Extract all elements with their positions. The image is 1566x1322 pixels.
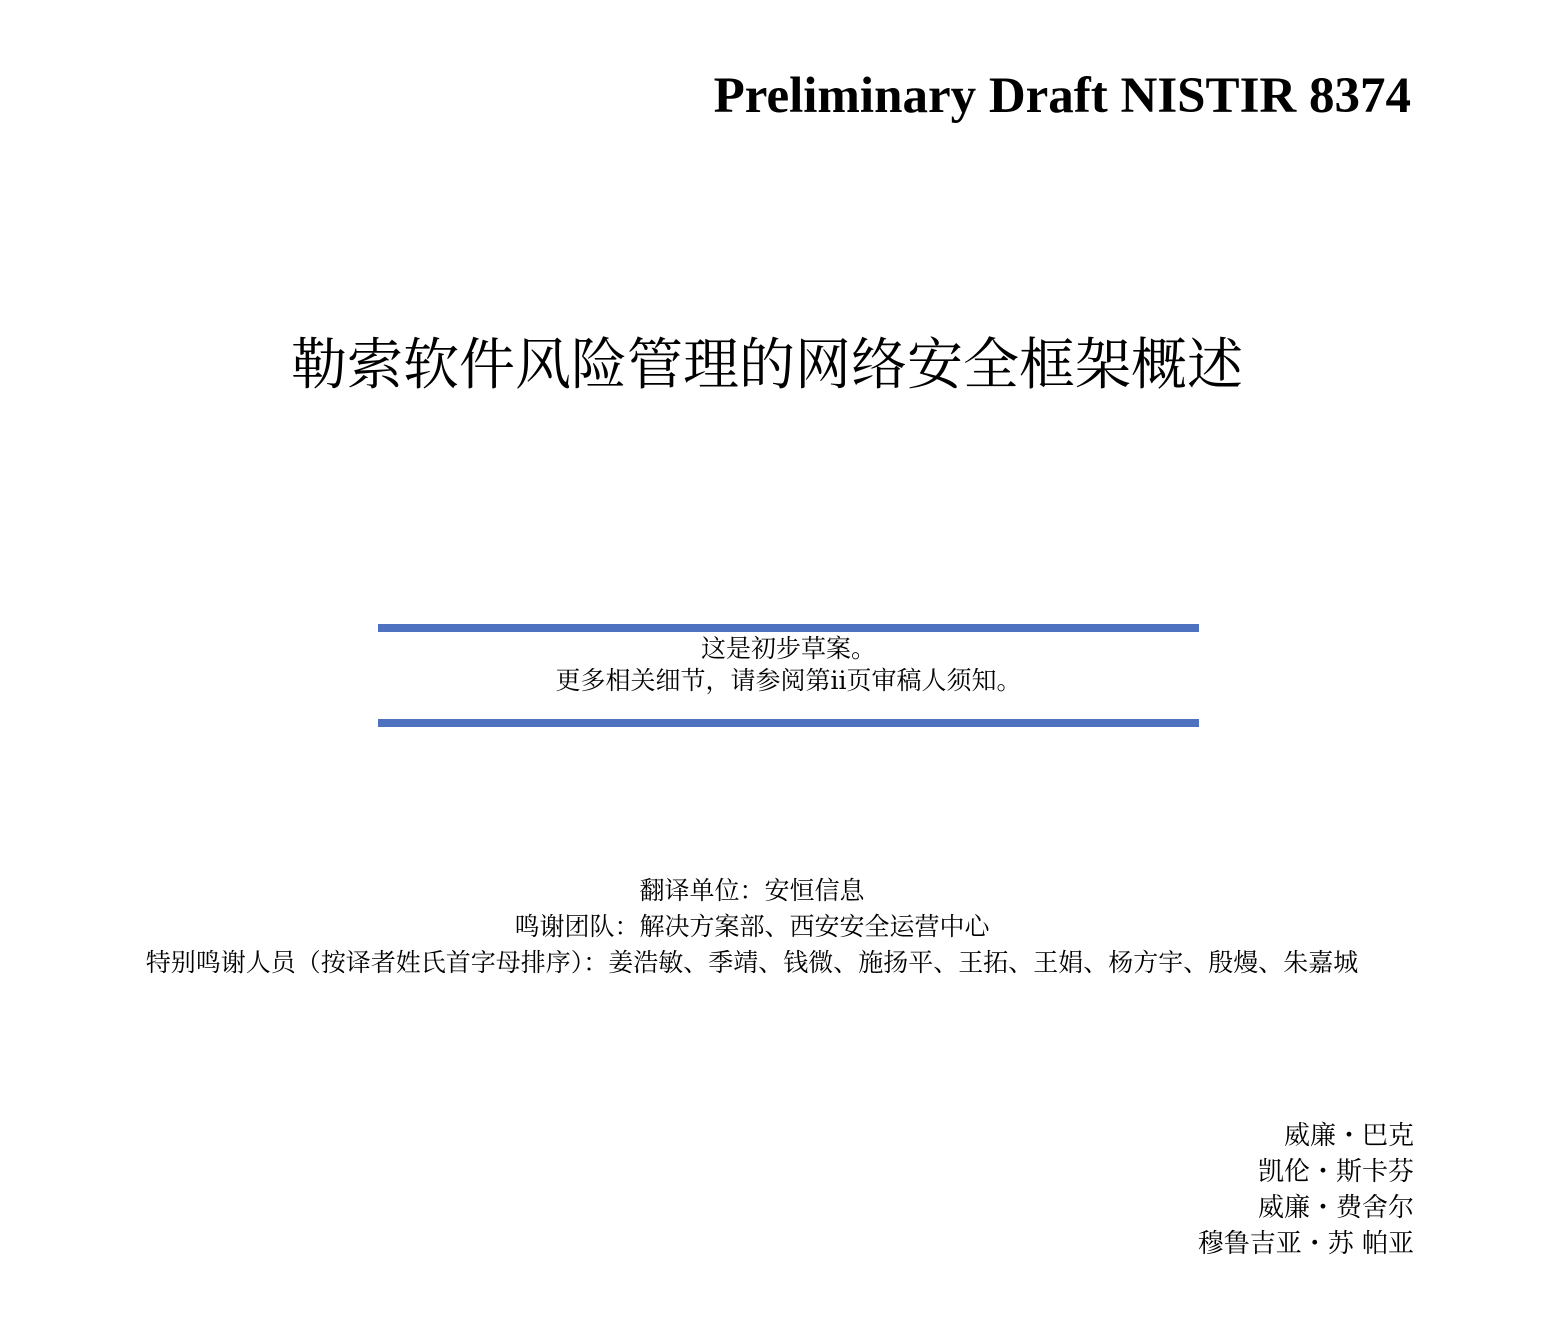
document-series-label: Preliminary Draft NISTIR 8374 — [713, 68, 1411, 124]
notice-line-2: 更多相关细节，请参阅第ii页审稿人须知。 — [555, 666, 1022, 695]
draft-notice-box — [378, 624, 1199, 727]
author-list — [1198, 1118, 1414, 1262]
author-name: 穆鲁吉亚・苏 帕亚 — [1197, 1229, 1414, 1259]
notice-bottom-rule — [378, 719, 1199, 727]
document-title: 勒索软件风险管理的网络安全框架概述 — [291, 333, 1243, 398]
author-name: 凯伦・斯卡芬 — [1257, 1157, 1414, 1187]
author-name: 威廉・巴克 — [1283, 1121, 1414, 1151]
notice-text — [378, 633, 1199, 697]
translation-unit: 翻译单位：安恒信息 — [639, 876, 865, 905]
notice-top-rule — [378, 624, 1199, 632]
author-name: 威廉・费舍尔 — [1257, 1193, 1414, 1223]
special-thanks: 特别鸣谢人员（按译者姓氏首字母排序）：姜浩敏、季靖、钱微、施扬平、王拓、王娟、杨方宇、殷熳、朱嘉城 — [145, 948, 1359, 977]
notice-line-1: 这是初步草案。 — [700, 634, 876, 663]
acknowledgement-team: 鸣谢团队：解决方案部、西安安全运营中心 — [514, 912, 990, 941]
translation-credits — [0, 873, 1504, 981]
